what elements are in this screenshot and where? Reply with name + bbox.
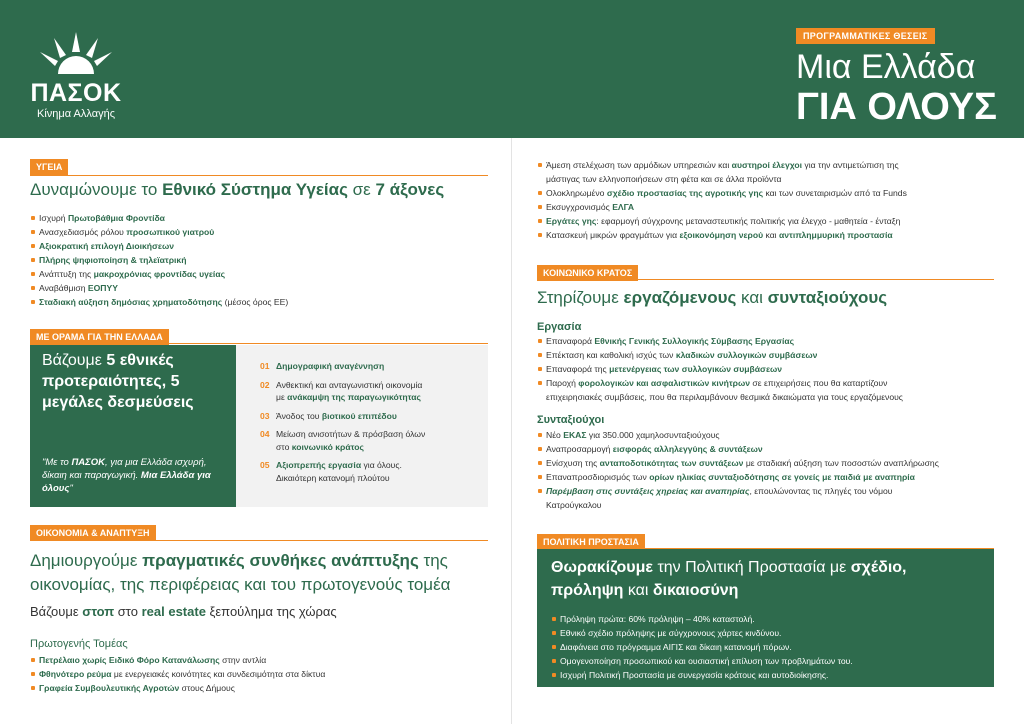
hero-title-line2: ΓΙΑ ΟΛΟΥΣ: [796, 86, 997, 128]
pension-title: Συνταξιούχοι: [537, 414, 605, 426]
list-item: Επέκταση και καθολική ισχύς των κλαδικών συλλογικών συμβάσεων: [537, 348, 903, 362]
list-item: Νέο ΕΚΑΣ για 350.000 χαμηλοσυνταξιούχους: [537, 428, 939, 442]
list-item: Άμεση στελέχωση των αρμόδιων υπηρεσιών και αυστηροί έλεγχοι για την αντιμετώπιση της μάστιγας των ελληνοποιήσεων στη φέτα και σε άλλα προϊόντα: [537, 158, 907, 186]
list-item: Γραφεία Συμβουλευτικής Αγροτών στους Δήμους: [30, 681, 325, 695]
welfare-heading: Στηρίζουμε εργαζόμενους και συνταξιούχους: [537, 288, 888, 307]
list-item: Ισχυρή Πρωτοβάθμια Φροντίδα: [30, 211, 288, 225]
priority-item: 01 Δημογραφική αναγέννηση: [260, 361, 385, 371]
hero-title-line1: Μια Ελλάδα: [796, 48, 976, 86]
welfare-badge: ΚΟΙΝΩΝΙΚΟ ΚΡΑΤΟΣ: [537, 265, 638, 281]
list-item: Παροχή φορολογικών και ασφαλιστικών κινήτρων σε επιχειρήσεις που θα καταρτίζουν επιχειρησιακές συμβάσεις, που θα περιλαμβάνουν θεσμικά δικαιώματα για τους εργαζόμενους: [537, 376, 903, 404]
rural-list: [537, 158, 907, 242]
list-item: Εργάτες γης: εφαρμογή σύγχρονης μεταναστευτικής πολιτικής για έλεγχο - μαθητεία - ένταξη: [537, 214, 907, 228]
page-fold: [511, 138, 512, 724]
list-item: Ολοκληρωμένο σχέδιο προστασίας της αγροτικής γης και των συνεταιρισμών από τα Funds: [537, 186, 907, 200]
economy-rule: [30, 540, 488, 541]
list-item: Ισχυρή Πολιτική Προστασία με συνεργασία κράτους και αυτοδιοίκησης.: [551, 668, 853, 682]
priority-item: 02 Ανθεκτική και ανταγωνιστική οικονομία με ανάκαμψη της παραγωγικότητας: [260, 379, 423, 402]
vision-title: Βάζουμε 5 εθνικές προτεραιότητες, 5 μεγάλες δεσμεύσεις: [42, 352, 194, 411]
priorities-list: [260, 360, 425, 490]
welfare-rule: [537, 279, 994, 280]
logo-wordmark: ΠΑΣΟΚ: [30, 79, 122, 107]
list-item: Παρέμβαση στις συντάξεις χηρείας και αναπηρίας, επουλώνοντας τις πληγές του νόμου Κατρούγκαλου: [537, 484, 939, 512]
civil-heading: Θωρακίζουμε την Πολιτική Προστασία με σχέδιο, πρόληψη και δικαιοσύνη: [551, 559, 907, 599]
work-list: [537, 334, 903, 404]
list-item: Επαναπροσδιορισμός των ορίων ηλικίας συνταξιοδότησης σε γονείς με παιδιά με αναπηρία: [537, 470, 939, 484]
list-item: Πρόληψη πρώτα: 60% πρόληψη – 40% καταστολή.: [551, 612, 853, 626]
list-item: Σταδιακή αύξηση δημόσιας χρηματοδότησης (μέσος όρος ΕΕ): [30, 295, 288, 309]
list-item: Ανάπτυξη της μακροχρόνιας φροντίδας υγείας: [30, 267, 288, 281]
primary-sector-title: Πρωτογενής Τομέας: [30, 638, 128, 650]
list-item: Επαναφορά της μετενέργειας των συλλογικών συμβάσεων: [537, 362, 903, 376]
logo-subtitle: Κίνημα Αλλαγής: [37, 108, 115, 120]
list-item: Εκσυγχρονισμός ΕΛΓΑ: [537, 200, 907, 214]
vision-rule: [30, 343, 488, 344]
vision-badge: ΜΕ ΟΡΑΜΑ ΓΙΑ ΤΗΝ ΕΛΛΑΔΑ: [30, 329, 169, 345]
list-item: Πετρέλαιο χωρίς Ειδικό Φόρο Κατανάλωσης στην αντλία: [30, 653, 325, 667]
civil-list: [551, 612, 853, 682]
pension-list: [537, 428, 939, 512]
health-heading: Δυναμώνουμε το Εθνικό Σύστημα Υγείας σε 7 άξονες: [30, 180, 445, 199]
economy-heading: Δημιουργούμε πραγματικές συνθήκες ανάπτυξης της οικονομίας, της περιφέρειας και του πρωτογενούς τομέα: [30, 551, 451, 594]
health-rule: [30, 175, 488, 176]
priority-item: 03 Άνοδος του βιοτικού επιπέδου: [260, 410, 397, 421]
pasok-logo: [28, 30, 124, 125]
list-item: Εθνικό σχέδιο πρόληψης με σύγχρονους χάρτες κινδύνου.: [551, 626, 853, 640]
realestate-line: Βάζουμε στοπ στο real estate ξεπούλημα της χώρας: [30, 604, 337, 619]
list-item: Αναβάθμιση ΕΟΠΥΥ: [30, 281, 288, 295]
vision-quote: "Με το ΠΑΣΟΚ, για μια Ελλάδα ισχυρή, δίκαιη και παραγωγική. Μια Ελλάδα για όλους": [42, 457, 211, 494]
priority-item: 05 Αξιοπρεπής εργασία για όλους. Δικαιότερη κατανομή πλούτου: [260, 460, 402, 483]
economy-badge: ΟΙΚΟΝΟΜΙΑ & ΑΝΑΠΤΥΞΗ: [30, 525, 156, 541]
health-list: [30, 211, 288, 309]
list-item: Αξιοκρατική επιλογή Διοικήσεων: [30, 239, 288, 253]
list-item: Διαφάνεια στο πρόγραμμα ΑΙΓΙΣ και δίκαιη κατανομή πόρων.: [551, 640, 853, 654]
list-item: Πλήρης ψηφιοποίηση & τηλεϊατρική: [30, 253, 288, 267]
list-item: Ανασχεδιασμός ρόλου προσωπικού γιατρού: [30, 225, 288, 239]
health-badge: ΥΓΕΙΑ: [30, 159, 68, 175]
civil-badge: ΠΟΛΙΤΙΚΗ ΠΡΟΣΤΑΣΙΑ: [537, 534, 645, 550]
work-title: Εργασία: [537, 321, 582, 333]
program-badge: ΠΡΟΓΡΑΜΜΑΤΙΚΕΣ ΘΕΣΕΙΣ: [796, 28, 935, 44]
list-item: Φθηνότερο ρεύμα με ενεργειακές κοινότητες και συνδεσιμότητα στα δίκτυα: [30, 667, 325, 681]
list-item: Ενίσχυση της ανταποδοτικότητας των συντάξεων με σταδιακή αύξηση των ποσοστών αναπλήρωσης: [537, 456, 939, 470]
list-item: Αναπροσαρμογή εισφοράς αλληλεγγύης & συντάξεων: [537, 442, 939, 456]
primary-sector-list: [30, 653, 325, 695]
list-item: Κατασκευή μικρών φραγμάτων για εξοικονόμηση νερού και αντιπλημμυρική προστασία: [537, 228, 907, 242]
list-item: Ομογενοποίηση προσωπικού και ουσιαστική επίλυση των προβλημάτων του.: [551, 654, 853, 668]
list-item: Επαναφορά Εθνικής Γενικής Συλλογικής Σύμβασης Εργασίας: [537, 334, 903, 348]
priority-item: 04 Μείωση ανισοτήτων & πρόσβαση όλων στο κοινωνικό κράτος: [260, 429, 426, 452]
sun-icon: [36, 30, 116, 78]
